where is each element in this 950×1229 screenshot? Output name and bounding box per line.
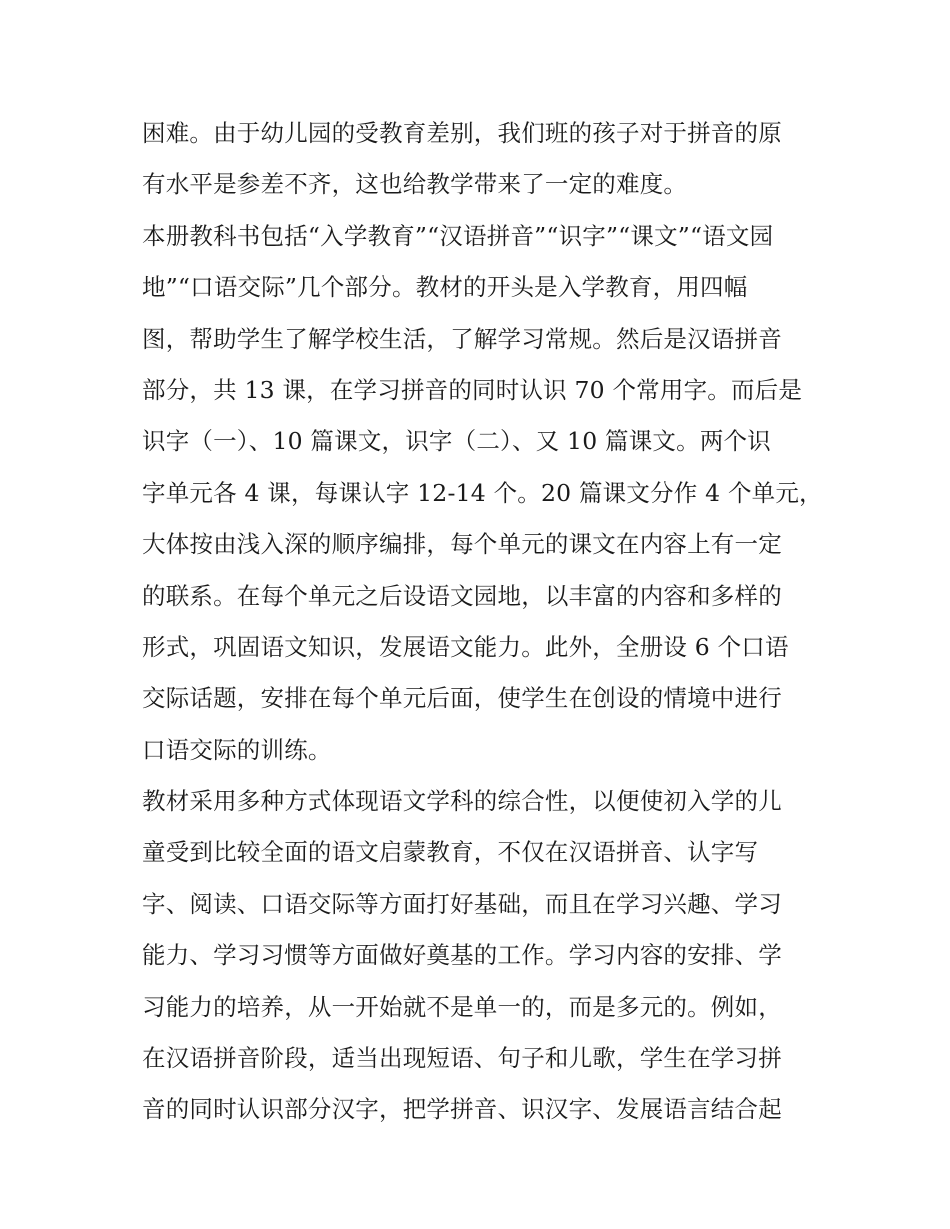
text-line: 音的同时认识部分汉字，把学拼音、识汉字、发展语言结合起 bbox=[142, 1095, 782, 1124]
text-line: 有水平是参差不齐，这也给教学带来了一定的难度。 bbox=[142, 170, 688, 199]
text-line: 能力、学习习惯等方面做好奠基的工作。学习内容的安排、学 bbox=[142, 941, 782, 970]
text-line: 本册教科书包括“入学教育”“汉语拼音”“识字”“课文”“语文园 bbox=[142, 221, 774, 250]
text-line: 图，帮助学生了解学校生活，了解学习常规。然后是汉语拼音 bbox=[142, 324, 782, 353]
text-line: 大体按由浅入深的顺序编排，每个单元的课文在内容上有一定 bbox=[142, 530, 782, 559]
text-line: 口语交际的训练。 bbox=[142, 735, 332, 764]
text-line: 识字（一）、10 篇课文，识字（二）、又 10 篇课文。两个识 bbox=[142, 427, 771, 456]
text-line: 教材采用多种方式体现语文学科的综合性，以便使初入学的儿 bbox=[142, 787, 782, 816]
text-line: 在汉语拼音阶段，适当出现短语、句子和儿歌，学生在学习拼 bbox=[142, 1044, 782, 1073]
text-line: 困难。由于幼儿园的受教育差别，我们班的孩子对于拼音的原 bbox=[142, 119, 782, 147]
text-line: 形式，巩固语文知识，发展语文能力。此外，全册设 6 个口语 bbox=[142, 632, 789, 661]
text-line: 交际话题，安排在每个单元后面，使学生在创设的情境中进行 bbox=[142, 684, 782, 713]
text-line: 童受到比较全面的语文启蒙教育，不仅在汉语拼音、认字写 bbox=[142, 838, 759, 867]
text-line: 字单元各 4 课，每课认字 12-14 个。20 篇课文分作 4 个单元， bbox=[142, 478, 823, 507]
body-text bbox=[142, 108, 822, 1136]
text-line: 部分，共 13 课，在学习拼音的同时认识 70 个常用字。而后是 bbox=[142, 375, 803, 404]
text-line: 的联系。在每个单元之后设语文园地，以丰富的内容和多样的 bbox=[142, 581, 782, 610]
text-line: 习能力的培养，从一开始就不是单一的，而是多元的。例如， bbox=[142, 992, 782, 1021]
text-line: 地”“口语交际”几个部分。教材的开头是入学教育，用四幅 bbox=[142, 273, 748, 302]
text-line: 字、阅读、口语交际等方面打好基础，而且在学习兴趣、学习 bbox=[142, 889, 782, 918]
